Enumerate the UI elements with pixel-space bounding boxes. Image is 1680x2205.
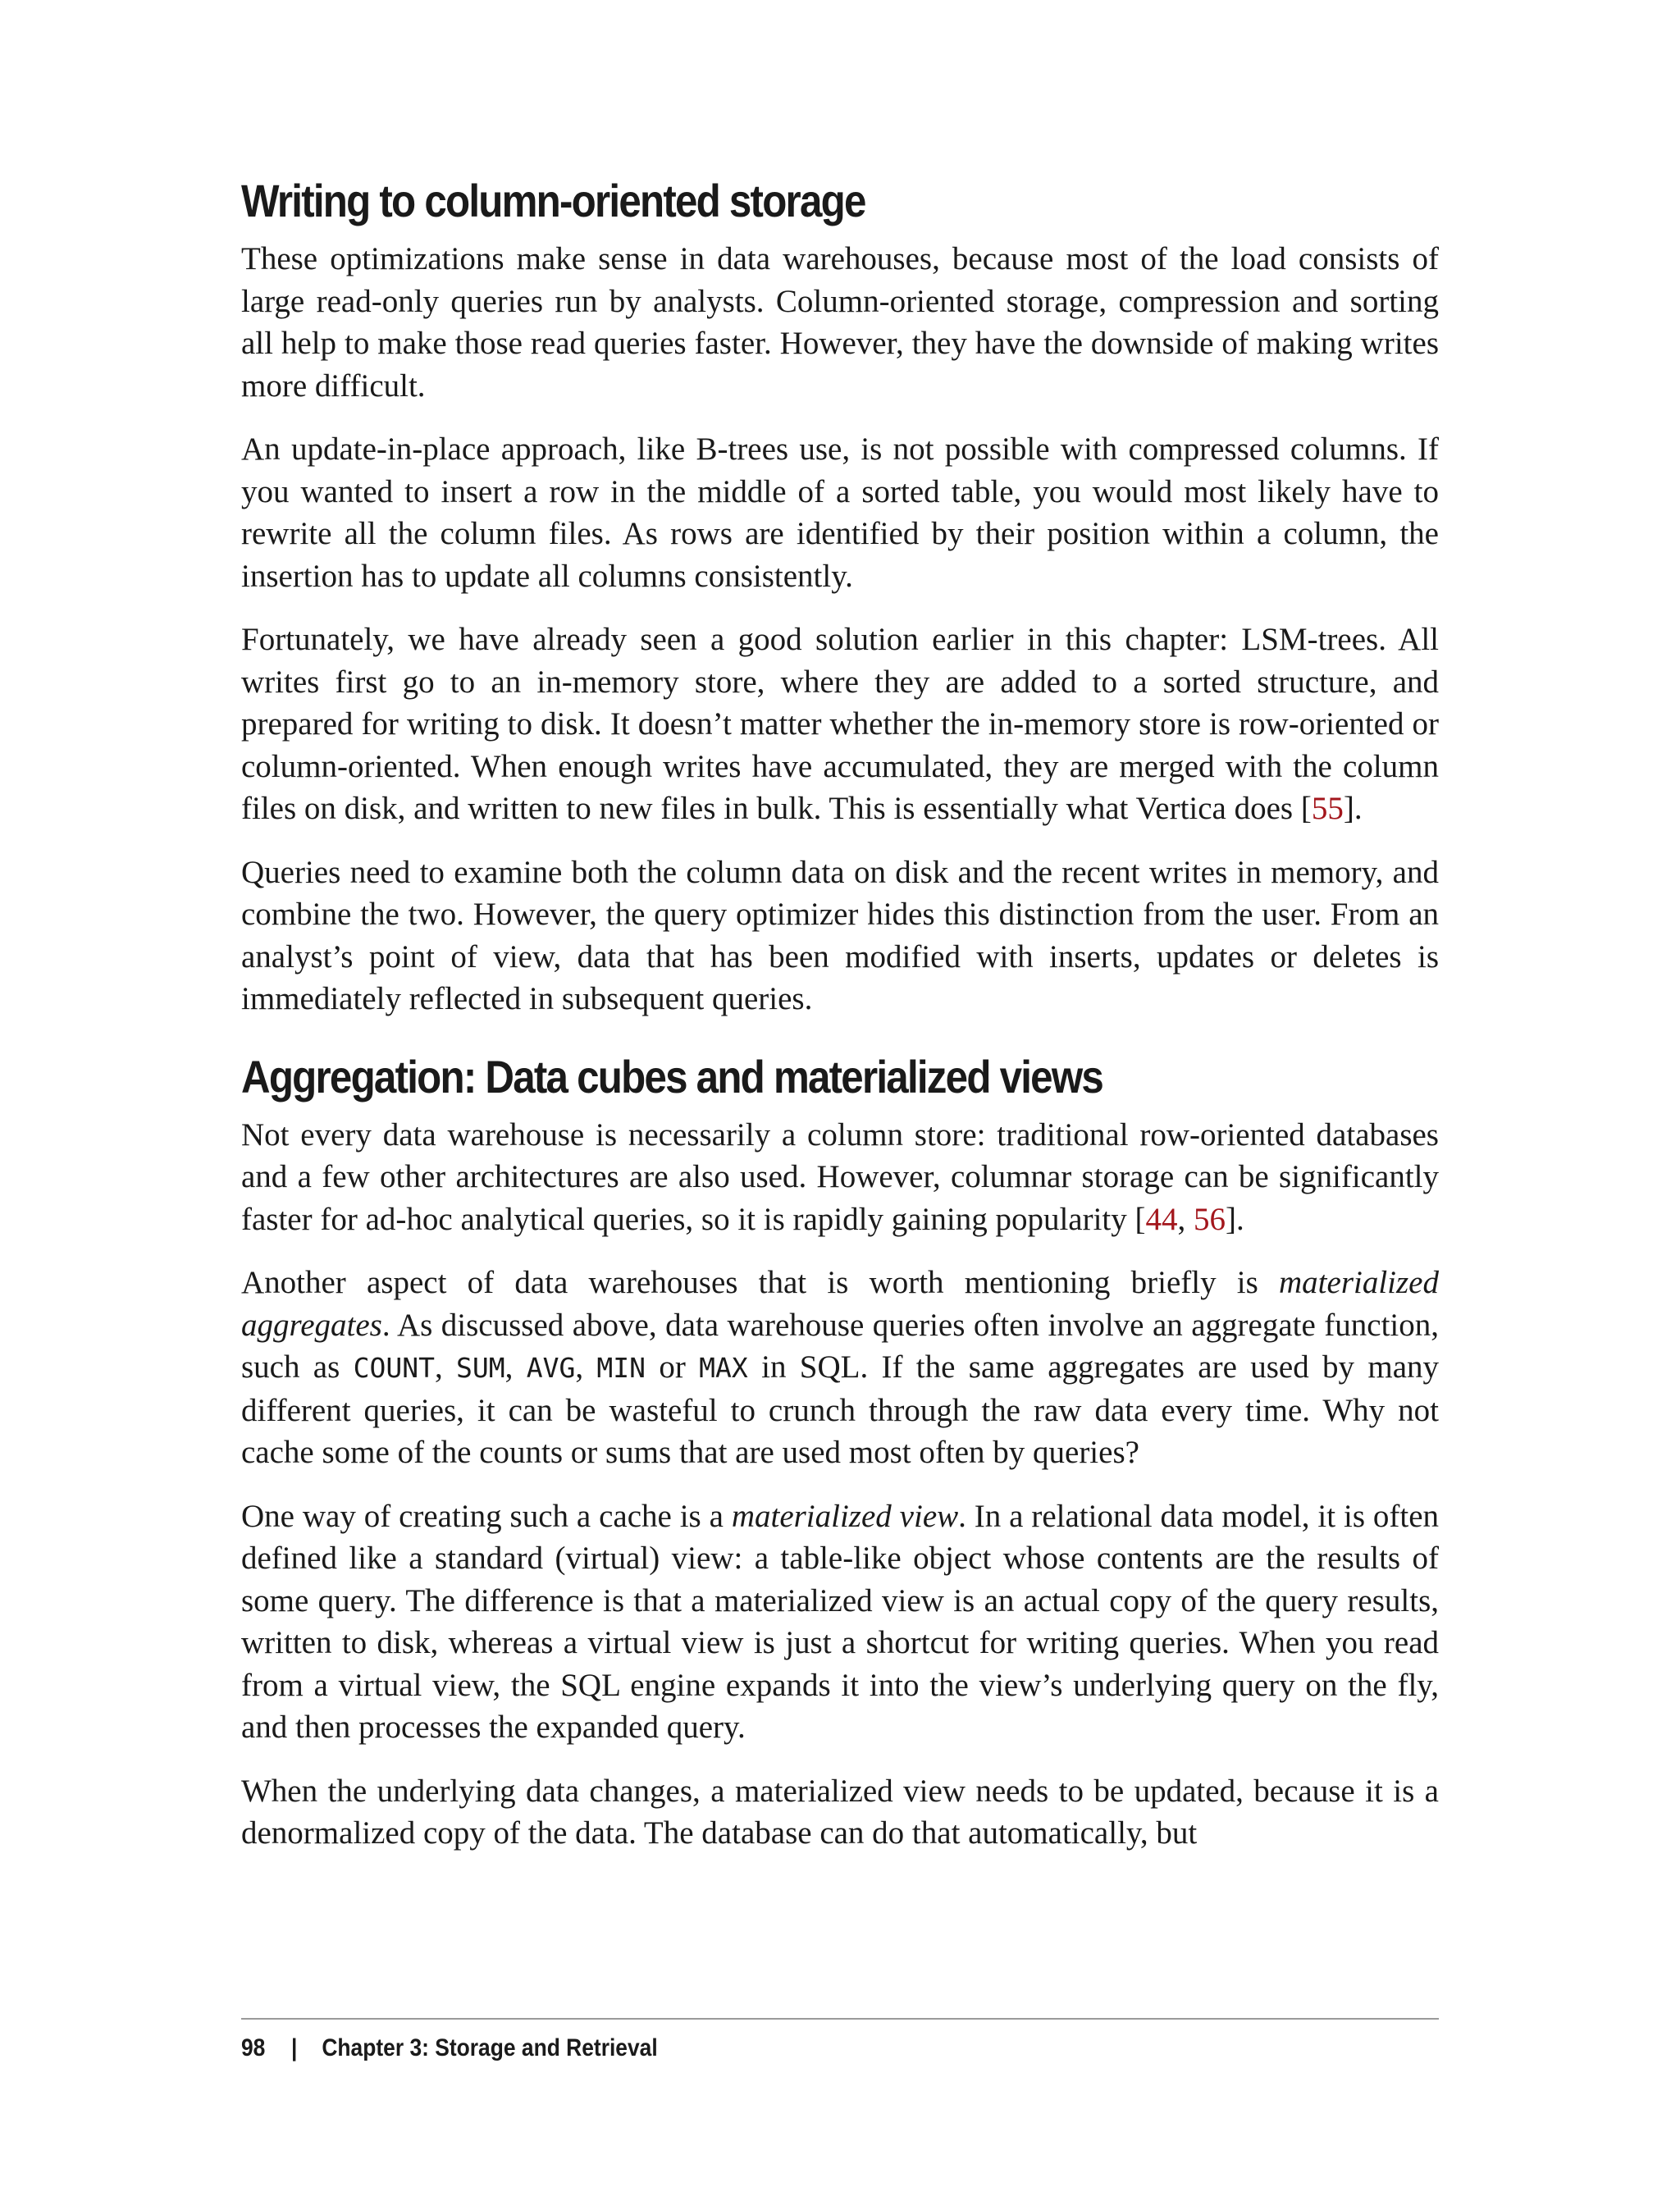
paragraph-lsm-trees [241,619,1439,830]
paragraph-text: , [434,1349,457,1385]
paragraph-optimizations: These optimizations make sense in data warehouses, because most of the load consists of large read-only queries run by analysts. Column-oriented storage, compression and sorting all help to make those read queries faster. However, they have the downside of making writes more difficult. [241,241,1439,404]
footer-divider [241,2018,1439,2020]
paragraph-text: , [504,1349,527,1385]
paragraph-text: , [575,1349,597,1385]
citation-link-44[interactable]: 44 [1145,1201,1178,1237]
footer-running-head [241,2034,1295,2062]
paragraph-text: , [1177,1201,1194,1237]
code-sum: SUM [456,1352,505,1384]
emphasis-term: materialized view [731,1498,959,1534]
paragraph-text: Fortunately, we have already seen a good solution earlier in this chapter: LSM-trees. All writes first go to an in-memory store, where they are added to a sorted structure, and prepared for writing to disk. It doesn’t matter whether the in-memory store is row-oriented or column-oriented. When enough writes have accumulated, they are merged with the column files on disk, and written to new files in bulk. This is essentially what Vertica does [ [241,622,1439,826]
paragraph-text: Not every data warehouse is necessarily a column store: traditional row-oriented databases and a few other architectures are also used. However, columnar storage can be significantly faster for ad-hoc analytical queries, so it is rapidly gaining popularity [ [241,1116,1439,1237]
emphasis-term: materialized aggregates [241,1265,1439,1343]
page-footer [241,2018,1439,2062]
paragraph-materialized-view [241,1495,1439,1749]
paragraph-underlying-data: When the underlying data changes, a materialized view needs to be updated, because it is a denormalized copy of the data. The database can do that automatically, but [241,1773,1439,1851]
paragraph-text: . As discussed above, data warehouse queries often involve an aggregate function, such as [241,1307,1439,1385]
chapter-title: Chapter 3: Storage and Retrieval [322,2034,658,2061]
code-count: COUNT [353,1352,435,1384]
paragraph-column-store [241,1114,1439,1241]
paragraph-materialized-aggregates [241,1262,1439,1474]
section-heading-aggregation: Aggregation: Data cubes and materialized views [241,1050,1103,1102]
paragraph-update-in-place: An update-in-place approach, like B-trees use, is not possible with compressed columns. If you wanted to insert a row in the middle of a sorted table, you would most likely have to rewrite all the column files. As rows are identified by their position within a column, the insertion has to update all columns consistently. [241,431,1439,594]
page-number: 98 [241,2034,266,2061]
footer-separator: | [291,2034,298,2061]
code-avg: AVG [526,1352,576,1384]
paragraph-text: ]. [1226,1201,1244,1237]
paragraph-text: . In a relational data model, it is often defined like a standard (virtual) view: a table-like object whose contents are the results of some query. The difference is that a materialized view is an actual copy of the query results, written to disk, whereas a virtual view is just a shortcut for writing queries. When you read from a virtual view, the SQL engine expands it into the view’s underlying query on the fly, and then processes the expanded query. [241,1498,1440,1745]
code-max: MAX [699,1352,748,1384]
page-body [241,172,1439,1876]
paragraph-text: One way of creating such a cache is a [241,1498,732,1534]
paragraph-text: or [646,1349,700,1385]
paragraph-text: in SQL. If the same aggregates are used by many different queries, it can be wasteful to crunch through the raw data every time. Why not cache some of the counts or sums that are used most often by queries? [241,1349,1440,1470]
citation-link-56[interactable]: 56 [1194,1201,1226,1237]
section-heading-column-storage: Writing to column-oriented storage [241,175,865,226]
paragraph-queries-examine: Queries need to examine both the column data on disk and the recent writes in memory, and combine the two. However, the query optimizer hides this distinction from the user. From an analyst’s point of view, data that has been modified with inserts, updates or deletes is immediately reflected in subsequent queries. [241,854,1439,1016]
citation-link-55[interactable]: 55 [1311,791,1344,826]
code-min: MIN [596,1352,646,1384]
paragraph-text: Another aspect of data warehouses that is worth mentioning briefly is [241,1265,1280,1300]
paragraph-text: ]. [1343,791,1363,826]
